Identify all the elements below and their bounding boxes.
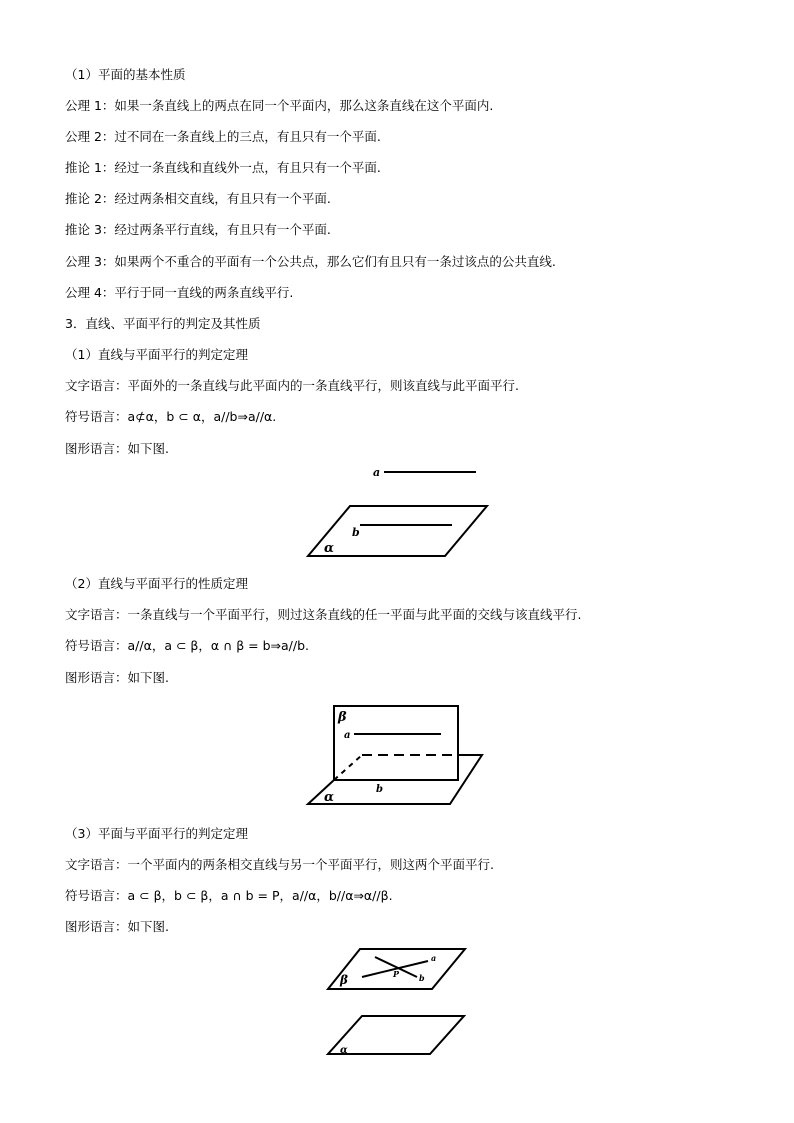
axiom-1: 公理 1：如果一条直线上的两点在同一个平面内，那么这条直线在这个平面内.	[65, 98, 494, 113]
label-b: b	[352, 526, 360, 539]
corollary-3: 推论 3：经过两条平行直线，有且只有一个平面.	[65, 222, 331, 237]
corollary-1: 推论 1：经过一条直线和直线外一点，有且只有一个平面.	[65, 160, 381, 175]
axiom-2: 公理 2：过不同在一条直线上的三点，有且只有一个平面.	[65, 129, 381, 144]
plane-beta	[334, 706, 458, 780]
figure-language-2: 图形语言：如下图.	[65, 670, 169, 685]
figure-plane-plane-criterion	[320, 944, 470, 1059]
axiom-3: 公理 3：如果两个不重合的平面有一个公共点，那么它们有且只有一条过该点的公共直线.	[65, 254, 556, 269]
symbol-language-1: 符号语言：a⊄α，b ⊂ α，a//b⇒a//α.	[65, 409, 277, 424]
figure-language-1: 图形语言：如下图.	[65, 441, 169, 456]
label-beta: β	[340, 973, 348, 987]
label-a: a	[344, 730, 351, 741]
label-a: a	[431, 953, 437, 963]
label-a: a	[373, 466, 381, 479]
label-p: P	[393, 969, 400, 979]
section-heading-plane-properties: （1）平面的基本性质	[65, 67, 186, 82]
corollary-2: 推论 2：经过两条相交直线，有且只有一个平面.	[65, 191, 331, 206]
label-beta: β	[338, 710, 347, 725]
label-alpha: α	[324, 790, 335, 805]
label-b: b	[376, 784, 383, 795]
figure-language-3: 图形语言：如下图.	[65, 919, 169, 934]
label-b: b	[419, 973, 425, 983]
plane-alpha	[308, 506, 487, 556]
axiom-4: 公理 4：平行于同一直线的两条直线平行.	[65, 285, 294, 300]
text-language-1: 文字语言：平面外的一条直线与此平面内的一条直线平行，则该直线与此平面平行.	[65, 378, 519, 393]
figure-line-plane-criterion	[300, 458, 500, 562]
section-heading-parallel: 3．直线、平面平行的判定及其性质	[65, 316, 261, 331]
label-alpha: α	[324, 541, 335, 556]
text-language-2: 文字语言：一条直线与一个平面平行，则过这条直线的任一平面与此平面的交线与该直线平行.	[65, 607, 582, 622]
label-alpha: α	[340, 1045, 348, 1056]
plane-alpha	[328, 1016, 464, 1054]
subheading-line-plane-criterion: （1）直线与平面平行的判定定理	[65, 347, 248, 362]
subheading-plane-plane-criterion: （3）平面与平面平行的判定定理	[65, 826, 248, 841]
text-language-3: 文字语言：一个平面内的两条相交直线与另一个平面平行，则这两个平面平行.	[65, 857, 494, 872]
symbol-language-2: 符号语言：a//α，a ⊂ β，α ∩ β = b⇒a//b.	[65, 638, 310, 653]
hidden-edge-left	[334, 755, 362, 780]
figure-line-plane-property	[300, 700, 490, 810]
symbol-language-3: 符号语言：a ⊂ β，b ⊂ β，a ∩ b = P，a//α，b//α⇒α//β.	[65, 888, 393, 903]
subheading-line-plane-property: （2）直线与平面平行的性质定理	[65, 576, 248, 591]
